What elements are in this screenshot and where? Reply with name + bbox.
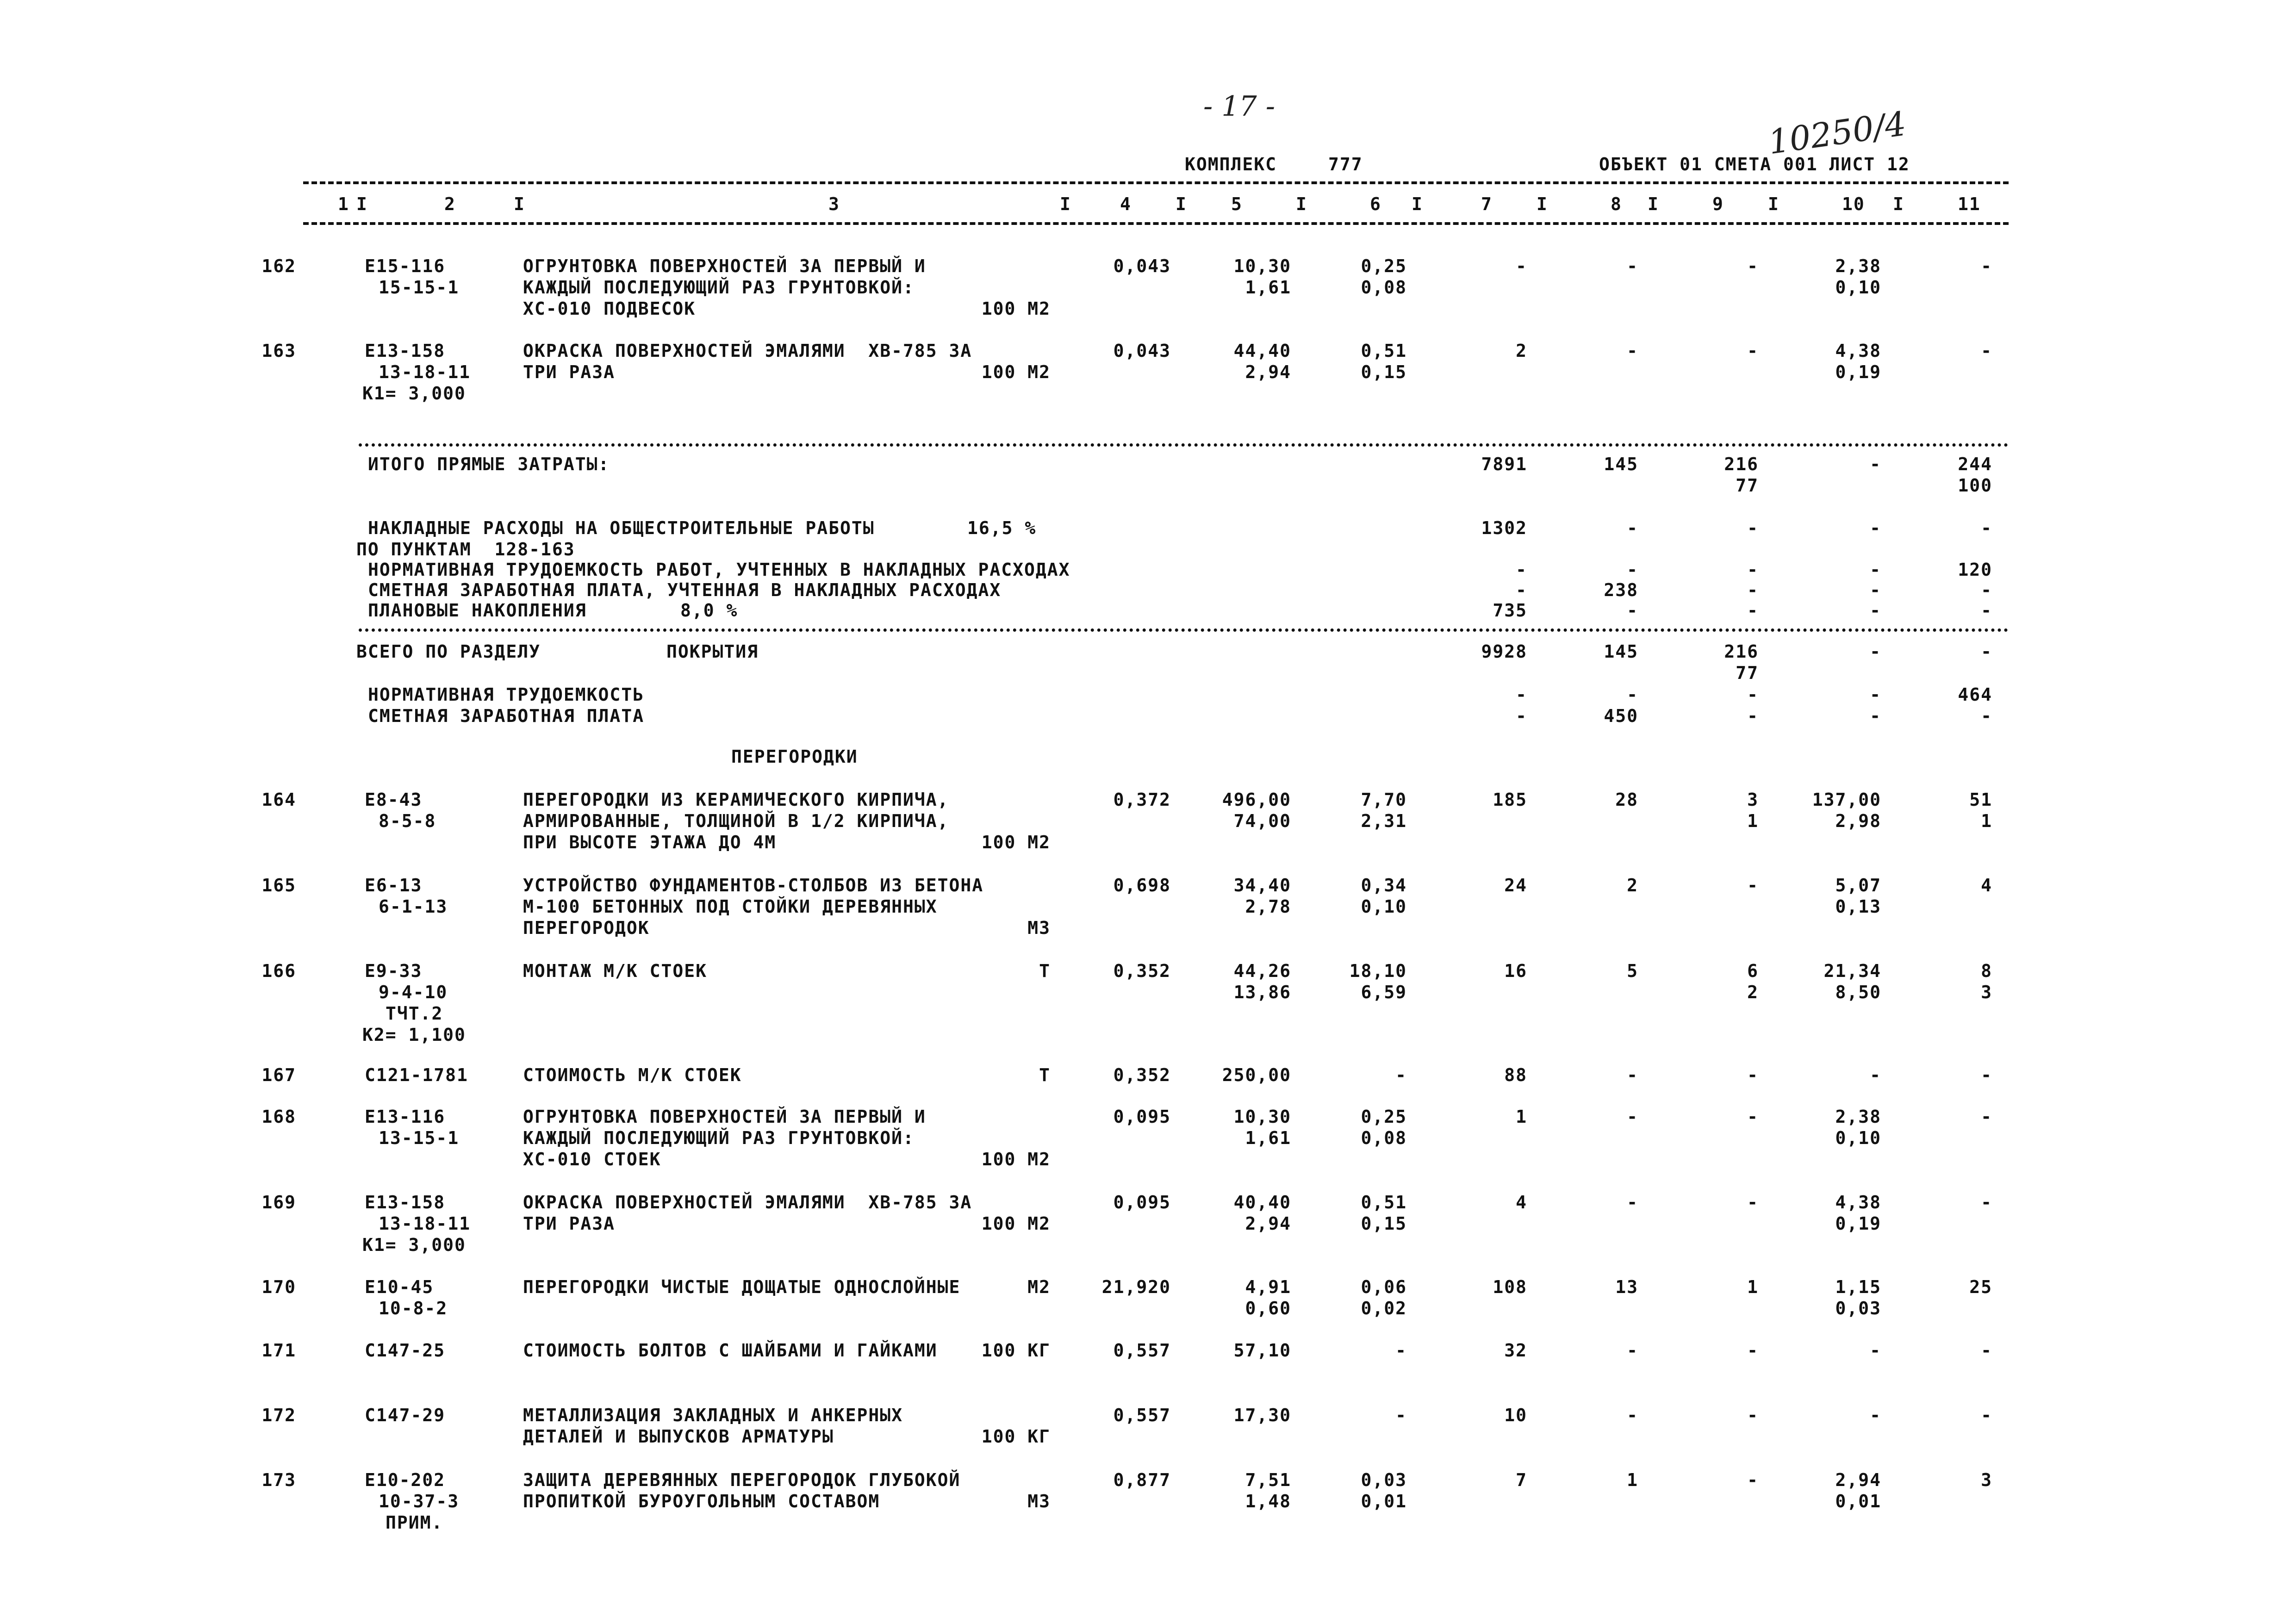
- item-c9: -: [1747, 1192, 1759, 1213]
- column-separator: I: [1537, 194, 1548, 214]
- item-c10-second: 0,19: [1835, 362, 1881, 382]
- item-description-line: ПЕРЕГОРОДОК: [523, 918, 650, 938]
- item-q: 0,557: [1113, 1340, 1171, 1361]
- item-c9: -: [1747, 256, 1759, 276]
- summary-c7: -: [1516, 580, 1527, 600]
- item-c10: 4,38: [1835, 1192, 1881, 1213]
- item-c9-second: 1: [1747, 811, 1759, 831]
- item-code-coef: К2= 1,100: [362, 1025, 466, 1045]
- item-c8: -: [1627, 341, 1638, 361]
- column-header-11: 11: [1958, 194, 1981, 214]
- item-c10-second: 0,01: [1835, 1491, 1881, 1511]
- summary-c9-second: 77: [1736, 663, 1759, 683]
- column-header-4: 4: [1120, 194, 1132, 214]
- item-c5: 40,40: [1233, 1192, 1291, 1213]
- item-code-note: ТЧТ.2: [386, 1003, 443, 1024]
- item-c6: 0,25: [1361, 1107, 1407, 1127]
- item-c10: 5,07: [1835, 875, 1881, 895]
- item-description-line: УСТРОЙСТВО ФУНДАМЕНТОВ-СТОЛБОВ ИЗ БЕТОНА: [523, 875, 984, 895]
- summary-c11: -: [1981, 518, 1992, 538]
- item-c7: 24: [1504, 875, 1527, 895]
- summary-c9: -: [1747, 684, 1759, 705]
- item-c6: 7,70: [1361, 790, 1407, 810]
- summary-c7: 735: [1493, 600, 1527, 621]
- item-c7: 1: [1516, 1107, 1527, 1127]
- item-number: 165: [261, 875, 296, 895]
- item-description-line: ДЕТАЛЕЙ И ВЫПУСКОВ АРМАТУРЫ: [523, 1426, 834, 1447]
- object-sheet-label: ОБЪЕКТ 01 СМЕТА 001 ЛИСТ 12: [1599, 154, 1910, 174]
- item-c7: 108: [1493, 1277, 1527, 1297]
- item-description-line: ЗАЩИТА ДЕРЕВЯННЫХ ПЕРЕГОРОДОК ГЛУБОКОЙ: [523, 1470, 961, 1490]
- item-q: 0,095: [1113, 1107, 1171, 1127]
- item-c11: 51: [1969, 790, 1992, 810]
- item-c6: 0,51: [1361, 1192, 1407, 1213]
- item-c5-second: 0,60: [1245, 1298, 1291, 1318]
- item-c11-second: 1: [1981, 811, 1992, 831]
- item-description-line: ОКРАСКА ПОВЕРХНОСТЕЙ ЭМАЛЯМИ ХВ-785 ЗА: [523, 341, 972, 361]
- summary-c10: -: [1870, 560, 1881, 580]
- item-description-line: ТРИ РАЗА: [523, 362, 616, 382]
- item-code: Е13-158: [365, 1192, 446, 1213]
- item-c5: 44,26: [1233, 961, 1291, 981]
- item-code-ref: 10-37-3: [379, 1491, 460, 1511]
- item-unit: 100 М2: [981, 1213, 1051, 1234]
- wage-label: СМЕТНАЯ ЗАРАБОТНАЯ ПЛАТА: [368, 706, 645, 726]
- item-code-ref: 13-15-1: [379, 1128, 460, 1148]
- item-c10-second: 2,98: [1835, 811, 1881, 831]
- item-unit: 100 М2: [981, 1149, 1051, 1169]
- section-total-name: ПОКРЫТИЯ: [666, 641, 759, 662]
- item-code: Е10-202: [365, 1470, 446, 1490]
- summary-c8: -: [1627, 600, 1638, 621]
- item-number: 162: [261, 256, 296, 276]
- item-unit: М3: [1027, 1491, 1051, 1511]
- item-c8: -: [1627, 1340, 1638, 1361]
- item-c5: 250,00: [1222, 1065, 1291, 1085]
- summary-c7: -: [1516, 706, 1527, 726]
- item-number: 170: [261, 1277, 296, 1297]
- item-description-line: ПЕРЕГОРОДКИ ЧИСТЫЕ ДОЩАТЫЕ ОДНОСЛОЙНЫЕ: [523, 1277, 961, 1297]
- column-header-3: 3: [828, 194, 840, 214]
- item-c6-second: 0,08: [1361, 1128, 1407, 1148]
- item-c7: 10: [1504, 1405, 1527, 1425]
- item-number: 171: [261, 1340, 296, 1361]
- item-c11: -: [1981, 1405, 1992, 1425]
- item-c9: -: [1747, 1107, 1759, 1127]
- page-number: - 17 -: [1203, 90, 1276, 123]
- item-c7: 7: [1516, 1470, 1527, 1490]
- item-code: Е13-116: [365, 1107, 446, 1127]
- summary-c9: 216: [1724, 641, 1759, 662]
- item-c6: -: [1395, 1405, 1407, 1425]
- item-c9: -: [1747, 875, 1759, 895]
- summary-c11-second: 100: [1958, 475, 1992, 496]
- item-description-line: ТРИ РАЗА: [523, 1213, 616, 1234]
- item-c5-second: 74,00: [1233, 811, 1291, 831]
- item-code-ref: 8-5-8: [379, 811, 436, 831]
- summary-c9: -: [1747, 706, 1759, 726]
- summary-top-rule: [359, 443, 2009, 447]
- item-unit: М3: [1027, 918, 1051, 938]
- handwritten-reference: 10250/4: [1766, 104, 1909, 162]
- item-c9: 3: [1747, 790, 1759, 810]
- item-c11-second: 3: [1981, 982, 1992, 1002]
- item-c10-second: 0,10: [1835, 277, 1881, 298]
- item-c10: 4,38: [1835, 341, 1881, 361]
- item-c10: 2,94: [1835, 1470, 1881, 1490]
- summary-c9: 216: [1724, 454, 1759, 474]
- header-bottom-rule: [303, 222, 2009, 225]
- summary-middle-rule: [359, 628, 2009, 632]
- item-c6-second: 0,15: [1361, 362, 1407, 382]
- summary-c11: 244: [1958, 454, 1992, 474]
- summary-c11: 120: [1958, 560, 1992, 580]
- overhead-items: ПО ПУНКТАМ 128-163: [356, 539, 575, 560]
- item-unit: 100 М2: [981, 362, 1051, 382]
- item-c7: 2: [1516, 341, 1527, 361]
- item-code: Е8-43: [365, 790, 423, 810]
- summary-c7: 1302: [1481, 518, 1527, 538]
- item-c10: -: [1870, 1065, 1881, 1085]
- item-c11: 3: [1981, 1470, 1992, 1490]
- summary-c8: -: [1627, 518, 1638, 538]
- item-number: 163: [261, 341, 296, 361]
- item-code: Е6-13: [365, 875, 423, 895]
- summary-c10: -: [1870, 684, 1881, 705]
- summary-c7: -: [1516, 560, 1527, 580]
- item-description-line: КАЖДЫЙ ПОСЛЕДУЮЩИЙ РАЗ ГРУНТОВКОЙ:: [523, 1128, 915, 1148]
- summary-c11: -: [1981, 580, 1992, 600]
- item-c11: -: [1981, 1065, 1992, 1085]
- column-separator: I: [1893, 194, 1904, 214]
- item-code: С121-1781: [365, 1065, 468, 1085]
- summary-c8: -: [1627, 684, 1638, 705]
- item-description-line: ОГРУНТОВКА ПОВЕРХНОСТЕЙ ЗА ПЕРВЫЙ И: [523, 1107, 926, 1127]
- summary-c9: -: [1747, 580, 1759, 600]
- column-header-9: 9: [1712, 194, 1724, 214]
- summary-c7: -: [1516, 684, 1527, 705]
- item-c8: -: [1627, 256, 1638, 276]
- itogo-label: ИТОГО ПРЯМЫЕ ЗАТРАТЫ:: [368, 454, 610, 474]
- item-description-line: ПРИ ВЫСОТЕ ЭТАЖА ДО 4М: [523, 832, 777, 852]
- item-c10: 2,38: [1835, 1107, 1881, 1127]
- item-c5: 44,40: [1233, 341, 1291, 361]
- item-c8: 5: [1627, 961, 1638, 981]
- item-code-ref: 10-8-2: [379, 1298, 448, 1318]
- item-c10: 2,38: [1835, 256, 1881, 276]
- item-unit: 100 КГ: [981, 1426, 1051, 1447]
- overhead-percent: 16,5 %: [967, 518, 1037, 538]
- item-description-line: КАЖДЫЙ ПОСЛЕДУЮЩИЙ РАЗ ГРУНТОВКОЙ:: [523, 277, 915, 298]
- item-code-note: К1= 3,000: [362, 383, 466, 404]
- item-q: 0,698: [1113, 875, 1171, 895]
- item-c7: 4: [1516, 1192, 1527, 1213]
- item-c6-second: 0,02: [1361, 1298, 1407, 1318]
- item-c5: 57,10: [1233, 1340, 1291, 1361]
- item-c8: -: [1627, 1107, 1638, 1127]
- item-c9: -: [1747, 1470, 1759, 1490]
- item-c10: -: [1870, 1340, 1881, 1361]
- item-number: 169: [261, 1192, 296, 1213]
- item-unit: М2: [1027, 1277, 1051, 1297]
- section-total-label: ВСЕГО ПО РАЗДЕЛУ: [356, 641, 541, 662]
- column-separator: I: [1176, 194, 1187, 214]
- item-c6: 18,10: [1349, 961, 1407, 981]
- summary-c10: -: [1870, 600, 1881, 621]
- item-unit: Т: [1039, 961, 1051, 981]
- item-c6-second: 0,01: [1361, 1491, 1407, 1511]
- item-c5: 10,30: [1233, 1107, 1291, 1127]
- item-q: 0,043: [1113, 256, 1171, 276]
- item-code: Е15-116: [365, 256, 446, 276]
- summary-c9-second: 77: [1736, 475, 1759, 496]
- item-code: С147-29: [365, 1405, 446, 1425]
- kompleks-value: 777: [1328, 154, 1363, 174]
- summary-c10: -: [1870, 454, 1881, 474]
- summary-c11: -: [1981, 600, 1992, 621]
- item-c11: -: [1981, 256, 1992, 276]
- item-c5-second: 1,61: [1245, 1128, 1291, 1148]
- item-code-ref: 13-18-11: [379, 362, 471, 382]
- item-c8: -: [1627, 1405, 1638, 1425]
- item-description-line: АРМИРОВАННЫЕ, ТОЛЩИНОЙ В 1/2 КИРПИЧА,: [523, 811, 949, 831]
- item-c7: 16: [1504, 961, 1527, 981]
- item-c11: 8: [1981, 961, 1992, 981]
- column-header-6: 6: [1370, 194, 1381, 214]
- item-c10: 21,34: [1823, 961, 1881, 981]
- item-c5-second: 1,48: [1245, 1491, 1291, 1511]
- item-c10: 137,00: [1812, 790, 1881, 810]
- item-description-line: ПРОПИТКОЙ БУРОУГОЛЬНЫМ СОСТАВОМ: [523, 1491, 880, 1511]
- item-unit: Т: [1039, 1065, 1051, 1085]
- kompleks-label: КОМПЛЕКС: [1185, 154, 1277, 174]
- item-c6: 0,34: [1361, 875, 1407, 895]
- summary-c11: -: [1981, 706, 1992, 726]
- column-header-1: 1: [338, 194, 349, 214]
- item-c6-second: 0,08: [1361, 277, 1407, 298]
- item-description-line: ОКРАСКА ПОВЕРХНОСТЕЙ ЭМАЛЯМИ ХВ-785 ЗА: [523, 1192, 972, 1213]
- item-c10: 1,15: [1835, 1277, 1881, 1297]
- item-c10-second: 0,10: [1835, 1128, 1881, 1148]
- column-header-8: 8: [1611, 194, 1622, 214]
- item-code-note: К1= 3,000: [362, 1235, 466, 1255]
- column-separator: I: [514, 194, 525, 214]
- column-separator: I: [1648, 194, 1659, 214]
- item-c10-second: 0,03: [1835, 1298, 1881, 1318]
- summary-c7: 7891: [1481, 454, 1527, 474]
- item-c11: -: [1981, 1107, 1992, 1127]
- item-number: 168: [261, 1107, 296, 1127]
- item-c9: 1: [1747, 1277, 1759, 1297]
- item-number: 164: [261, 790, 296, 810]
- item-c6-second: 0,10: [1361, 896, 1407, 917]
- item-c6: -: [1395, 1065, 1407, 1085]
- item-code-ref: 6-1-13: [379, 896, 448, 917]
- summary-c10: -: [1870, 706, 1881, 726]
- item-c8: -: [1627, 1192, 1638, 1213]
- item-c9: 6: [1747, 961, 1759, 981]
- item-code: Е13-158: [365, 341, 446, 361]
- column-separator: I: [1296, 194, 1307, 214]
- item-c5-second: 2,94: [1245, 1213, 1291, 1234]
- summary-c10: -: [1870, 518, 1881, 538]
- summary-c11: 464: [1958, 684, 1992, 705]
- item-description-line: ПЕРЕГОРОДКИ ИЗ КЕРАМИЧЕСКОГО КИРПИЧА,: [523, 790, 949, 810]
- item-unit: 100 КГ: [981, 1340, 1051, 1361]
- item-c7: -: [1516, 256, 1527, 276]
- item-c8: -: [1627, 1065, 1638, 1085]
- item-c8: 2: [1627, 875, 1638, 895]
- item-code: С147-25: [365, 1340, 446, 1361]
- item-unit: 100 М2: [981, 298, 1051, 319]
- item-c5: 4,91: [1245, 1277, 1291, 1297]
- item-c9-second: 2: [1747, 982, 1759, 1002]
- item-code: Е10-45: [365, 1277, 434, 1297]
- item-c8: 13: [1615, 1277, 1638, 1297]
- item-c8: 1: [1627, 1470, 1638, 1490]
- item-c11: 4: [1981, 875, 1992, 895]
- summary-c7: 9928: [1481, 641, 1527, 662]
- item-c11: -: [1981, 1192, 1992, 1213]
- summary-c10: -: [1870, 641, 1881, 662]
- header-top-rule: [303, 181, 2009, 184]
- item-q: 0,557: [1113, 1405, 1171, 1425]
- column-separator: I: [1412, 194, 1423, 214]
- item-code-ref: 15-15-1: [379, 277, 460, 298]
- item-c6-second: 0,15: [1361, 1213, 1407, 1234]
- item-c5: 7,51: [1245, 1470, 1291, 1490]
- item-code-note: ПРИМ.: [386, 1512, 443, 1533]
- item-q: 0,352: [1113, 961, 1171, 981]
- item-code: Е9-33: [365, 961, 423, 981]
- item-description-line: СТОИМОСТЬ БОЛТОВ С ШАЙБАМИ И ГАЙКАМИ: [523, 1340, 938, 1361]
- item-description-line: ХС-010 ПОДВЕСОК: [523, 298, 696, 319]
- item-c5: 496,00: [1222, 790, 1291, 810]
- summary-c8: 145: [1604, 641, 1638, 662]
- item-c5: 34,40: [1233, 875, 1291, 895]
- item-q: 0,877: [1113, 1470, 1171, 1490]
- item-q: 0,372: [1113, 790, 1171, 810]
- item-number: 167: [261, 1065, 296, 1085]
- item-c6-second: 2,31: [1361, 811, 1407, 831]
- item-c6: 0,06: [1361, 1277, 1407, 1297]
- summary-c10: -: [1870, 580, 1881, 600]
- item-c6: 0,25: [1361, 256, 1407, 276]
- summary-c9: -: [1747, 560, 1759, 580]
- wage-overhead-label: СМЕТНАЯ ЗАРАБОТНАЯ ПЛАТА, УЧТЕННАЯ В НАКЛАДНЫХ РАСХОДАХ: [368, 580, 1002, 600]
- item-q: 0,352: [1113, 1065, 1171, 1085]
- item-c10-second: 0,13: [1835, 896, 1881, 917]
- item-number: 173: [261, 1470, 296, 1490]
- item-description-line: М-100 БЕТОННЫХ ПОД СТОЙКИ ДЕРЕВЯННЫХ: [523, 896, 938, 917]
- item-c10: -: [1870, 1405, 1881, 1425]
- summary-c9: -: [1747, 600, 1759, 621]
- item-c9: -: [1747, 1405, 1759, 1425]
- item-c5-second: 2,94: [1245, 362, 1291, 382]
- item-q: 21,920: [1101, 1277, 1171, 1297]
- item-c5-second: 1,61: [1245, 277, 1291, 298]
- item-c8: 28: [1615, 790, 1638, 810]
- column-separator: I: [1768, 194, 1780, 214]
- item-c6-second: 6,59: [1361, 982, 1407, 1002]
- column-header-5: 5: [1231, 194, 1243, 214]
- column-header-7: 7: [1481, 194, 1493, 214]
- item-code-ref: 13-18-11: [379, 1213, 471, 1234]
- summary-c11: -: [1981, 641, 1992, 662]
- item-c7: 88: [1504, 1065, 1527, 1085]
- summary-c8: 450: [1604, 706, 1638, 726]
- item-c11: -: [1981, 1340, 1992, 1361]
- item-number: 166: [261, 961, 296, 981]
- column-separator: I: [356, 194, 368, 214]
- item-c9: -: [1747, 1065, 1759, 1085]
- item-description-line: МЕТАЛЛИЗАЦИЯ ЗАКЛАДНЫХ И АНКЕРНЫХ: [523, 1405, 903, 1425]
- summary-c8: -: [1627, 560, 1638, 580]
- summary-c9: -: [1747, 518, 1759, 538]
- column-header-2: 2: [444, 194, 456, 214]
- norm-labor-label: НОРМАТИВНАЯ ТРУДОЕМКОСТЬ: [368, 684, 645, 705]
- item-c6: -: [1395, 1340, 1407, 1361]
- item-c7: 185: [1493, 790, 1527, 810]
- planned-savings-label: ПЛАНОВЫЕ НАКОПЛЕНИЯ: [368, 600, 587, 621]
- item-c5-second: 2,78: [1245, 896, 1291, 917]
- item-c11: -: [1981, 341, 1992, 361]
- item-c6: 0,51: [1361, 341, 1407, 361]
- item-number: 172: [261, 1405, 296, 1425]
- item-c5: 10,30: [1233, 256, 1291, 276]
- summary-c8: 145: [1604, 454, 1638, 474]
- summary-c8: 238: [1604, 580, 1638, 600]
- item-c11: 25: [1969, 1277, 1992, 1297]
- overhead-label: НАКЛАДНЫЕ РАСХОДЫ НА ОБЩЕСТРОИТЕЛЬНЫЕ РАБОТЫ: [368, 518, 875, 538]
- item-q: 0,043: [1113, 341, 1171, 361]
- item-c10-second: 0,19: [1835, 1213, 1881, 1234]
- item-description-line: МОНТАЖ М/К СТОЕК: [523, 961, 708, 981]
- item-description-line: ОГРУНТОВКА ПОВЕРХНОСТЕЙ ЗА ПЕРВЫЙ И: [523, 256, 926, 276]
- item-c6: 0,03: [1361, 1470, 1407, 1490]
- item-c9: -: [1747, 341, 1759, 361]
- item-description-line: СТОИМОСТЬ М/К СТОЕК: [523, 1065, 742, 1085]
- item-c10-second: 8,50: [1835, 982, 1881, 1002]
- section-title: ПЕРЕГОРОДКИ: [731, 746, 858, 767]
- column-separator: I: [1060, 194, 1071, 214]
- item-c9: -: [1747, 1340, 1759, 1361]
- planned-savings-percent: 8,0 %: [680, 600, 738, 621]
- norm-labor-overhead-label: НОРМАТИВНАЯ ТРУДОЕМКОСТЬ РАБОТ, УЧТЕННЫХ В НАКЛАДНЫХ РАСХОДАХ: [368, 560, 1070, 580]
- column-header-10: 10: [1842, 194, 1865, 214]
- item-c5: 17,30: [1233, 1405, 1291, 1425]
- item-unit: 100 М2: [981, 832, 1051, 852]
- item-c7: 32: [1504, 1340, 1527, 1361]
- item-c5-second: 13,86: [1233, 982, 1291, 1002]
- item-code-ref: 9-4-10: [379, 982, 448, 1002]
- item-q: 0,095: [1113, 1192, 1171, 1213]
- item-description-line: ХС-010 СТОЕК: [523, 1149, 661, 1169]
